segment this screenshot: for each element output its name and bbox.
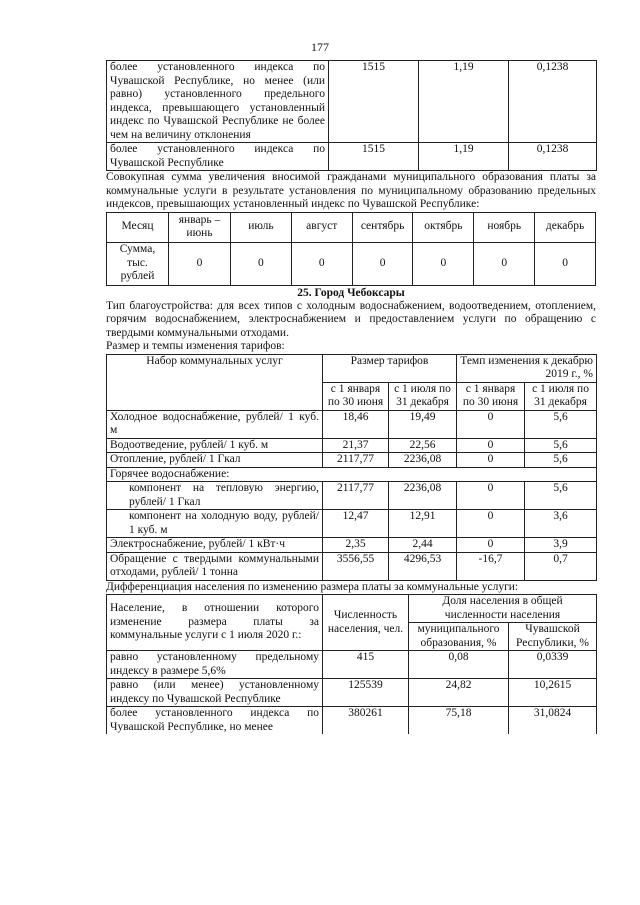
row-label-sum: Сумма, тыс. рублей	[107, 242, 169, 285]
population-count: 415	[323, 651, 409, 679]
value-aug: 0	[291, 242, 352, 285]
tariffs-caption: Размер и темпы изменения тарифов:	[106, 340, 285, 352]
header-sep: сентябрь	[352, 212, 413, 242]
share-republic: 0,1238	[509, 61, 597, 143]
header-share-municipal: муниципального образования, %	[409, 623, 509, 651]
rate-jan-jun: 0	[457, 410, 525, 438]
population-count: 380261	[323, 707, 409, 735]
service-label: компонент на тепловую энергию, рублей/ 1 Гкал	[107, 482, 323, 510]
page-number: 177	[311, 40, 329, 54]
table-row	[107, 538, 597, 553]
tariff-jan-jun: 2117,77	[323, 453, 389, 468]
table-row	[107, 482, 597, 510]
section-title: 25. Город Чебоксары	[297, 286, 405, 299]
table-row	[107, 143, 597, 171]
rate-jan-jun: 0	[457, 453, 525, 468]
population-continuation-table	[106, 60, 597, 171]
header-size-jul-dec: с 1 июля по 31 декабря	[389, 382, 457, 410]
header-share-republic: Чувашской Республики, %	[509, 623, 597, 651]
population-label: равно (или менее) установленному индексу по Чувашской Республике	[107, 679, 323, 707]
service-label: Холодное водоснабжение, рублей/ 1 куб. м	[107, 410, 323, 438]
value-jul: 0	[231, 242, 292, 285]
table-row	[107, 410, 597, 438]
service-label: Обращение с твердыми коммунальными отходами, рублей/ 1 тонна	[107, 552, 323, 580]
header-dec: декабрь	[535, 212, 596, 242]
header-population-count: Численность населения, чел.	[323, 595, 409, 651]
population-label: более установленного индекса по Чувашской Республике, но менее (или равно) установленного предельного индекса, превышающего установленный индекс по Чувашской Республике не более чем на величину отклонения	[107, 61, 329, 143]
header-change-rate: Темп изменения к декабрю 2019 г., %	[457, 354, 597, 382]
header-aug: август	[291, 212, 352, 242]
table-header-row	[107, 595, 597, 623]
share-municipal: 24,82	[409, 679, 509, 707]
share-republic: 0,1238	[509, 143, 597, 171]
share-municipal: 1,19	[419, 61, 509, 143]
rate-jan-jun: -16,7	[457, 552, 525, 580]
header-nov: ноябрь	[474, 212, 535, 242]
tariff-jan-jun: 2,35	[323, 538, 389, 553]
population-count: 125539	[323, 679, 409, 707]
tariff-jul-dec: 2236,08	[389, 453, 457, 468]
value-dec: 0	[535, 242, 596, 285]
value-nov: 0	[474, 242, 535, 285]
rate-jul-dec: 5,6	[525, 453, 597, 468]
improvement-type-paragraph: Тип благоустройства: для всех типов с холодным водоснабжением, водоотведением, отоплением, горячим водоснабжением, электроснабжением и предоставлением услуги по обращению с твердыми коммунальными отходами.	[106, 299, 596, 339]
tariff-jan-jun: 2117,77	[323, 482, 389, 510]
rate-jul-dec: 0,7	[525, 552, 597, 580]
share-republic: 31,0824	[509, 707, 597, 735]
header-jan-jun: январь – июнь	[169, 212, 231, 242]
header-tariff-size: Размер тарифов	[323, 354, 457, 382]
share-municipal: 1,19	[419, 143, 509, 171]
header-rate-jul-dec: с 1 июля по 31 декабря	[525, 382, 597, 410]
table-row	[107, 438, 597, 453]
tariff-jul-dec: 12,91	[389, 510, 457, 538]
rate-jan-jun: 0	[457, 538, 525, 553]
table-row	[107, 510, 597, 538]
share-municipal: 0,08	[409, 651, 509, 679]
table-header-row	[107, 212, 596, 242]
tariff-jul-dec: 4296,53	[389, 552, 457, 580]
tariffs-table	[106, 354, 597, 581]
tariff-jul-dec: 22,56	[389, 438, 457, 453]
value-oct: 0	[413, 242, 474, 285]
differentiation-caption: Дифференциация населения по изменению размера платы за коммунальные услуги:	[106, 580, 519, 593]
population-differentiation-table	[106, 594, 597, 734]
tariff-jan-jun: 18,46	[323, 410, 389, 438]
rate-jul-dec: 5,6	[525, 438, 597, 453]
table-row	[107, 707, 597, 735]
tariff-jan-jun: 21,37	[323, 438, 389, 453]
rate-jul-dec: 5,6	[525, 410, 597, 438]
population-label: более установленного индекса по Чувашской Республике	[107, 143, 329, 171]
page-content	[106, 60, 596, 734]
service-label: Водоотведение, рублей/ 1 куб. м	[107, 438, 323, 453]
table-row	[107, 467, 597, 482]
tariff-jul-dec: 19,49	[389, 410, 457, 438]
service-label: Отопление, рублей/ 1 Гкал	[107, 453, 323, 468]
table-row	[107, 552, 597, 580]
rate-jan-jun: 0	[457, 510, 525, 538]
value-jan-jun: 0	[169, 242, 231, 285]
tariff-jan-jun: 12,47	[323, 510, 389, 538]
header-rate-jan-jun: с 1 января по 30 июня	[457, 382, 525, 410]
table-row	[107, 242, 596, 285]
table-row	[107, 61, 597, 143]
total-increase-paragraph: Совокупная сумма увеличения вносимой гражданами муниципального образования платы за коммунальные услуги в результате установления по муниципальному образованию предельных индексов, превышающих установленный индекс по Чувашской Республике:	[106, 171, 596, 210]
table-header-row	[107, 354, 597, 382]
header-population-share: Доля населения в общей численности населения	[409, 595, 597, 623]
header-month: Месяц	[107, 212, 169, 242]
table-row	[107, 453, 597, 468]
tariff-jul-dec: 2236,08	[389, 482, 457, 510]
header-oct: октябрь	[413, 212, 474, 242]
share-municipal: 75,18	[409, 707, 509, 735]
population-label: более установленного индекса по Чувашской Республике, но менее	[107, 707, 323, 735]
service-group-label: Горячее водоснабжение:	[107, 467, 597, 482]
service-label: компонент на холодную воду, рублей/ 1 куб. м	[107, 510, 323, 538]
share-republic: 0,0339	[509, 651, 597, 679]
rate-jul-dec: 5,6	[525, 482, 597, 510]
table-row	[107, 679, 597, 707]
tariff-jul-dec: 2,44	[389, 538, 457, 553]
rate-jul-dec: 3,9	[525, 538, 597, 553]
service-label: Электроснабжение, рублей/ 1 кВт·ч	[107, 538, 323, 553]
rate-jan-jun: 0	[457, 438, 525, 453]
header-population: Население, в отношении которого изменение размера платы за коммунальные услуги с 1 июля 2020 г.:	[107, 595, 323, 651]
value-sep: 0	[352, 242, 413, 285]
header-services: Набор коммунальных услуг	[107, 354, 323, 410]
tariff-jan-jun: 3556,55	[323, 552, 389, 580]
population-count: 1515	[329, 143, 419, 171]
monthly-sum-table	[106, 212, 596, 286]
rate-jan-jun: 0	[457, 482, 525, 510]
header-size-jan-jun: с 1 января по 30 июня	[323, 382, 389, 410]
table-row	[107, 651, 597, 679]
population-label: равно установленному предельному индексу в размере 5,6%	[107, 651, 323, 679]
rate-jul-dec: 3,6	[525, 510, 597, 538]
header-jul: июль	[231, 212, 292, 242]
population-count: 1515	[329, 61, 419, 143]
share-republic: 10,2615	[509, 679, 597, 707]
